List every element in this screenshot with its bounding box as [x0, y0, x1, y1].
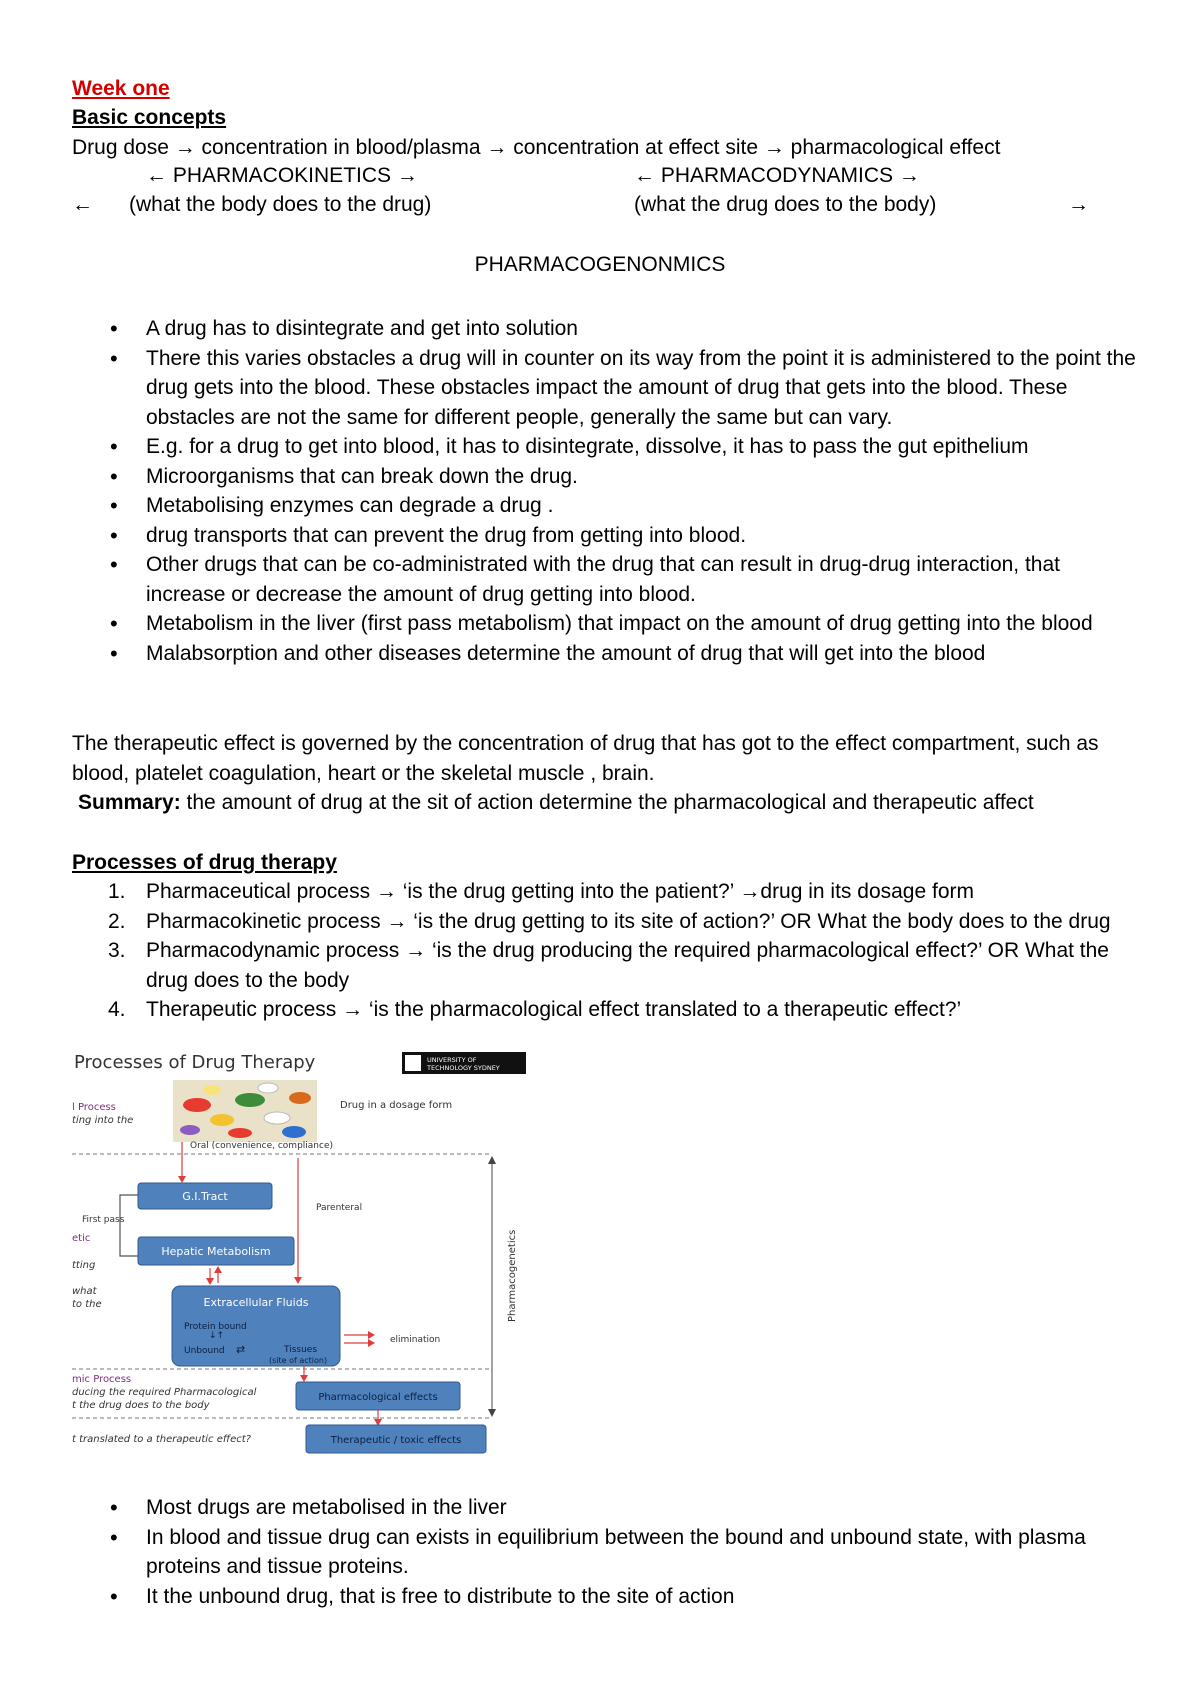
list-item: • E.g. for a drug to get into blood, it has to disintegrate, dissolve, it has to pass the gut epithelium	[72, 432, 1142, 462]
equilibrium-arrows-icon: ↓↑	[209, 1331, 225, 1341]
pharmacogenetics-label: Pharmacogenetics	[507, 1229, 518, 1322]
arrowhead	[214, 1266, 222, 1273]
list-item	[72, 995, 1152, 1025]
first-pass-bracket	[120, 1195, 138, 1256]
diagram-svg	[72, 1050, 530, 1488]
item-text: Pharmaceutical process → ‘is the drug getting into the patient?’ →drug in its dosage form	[146, 880, 974, 903]
item-text: Pharmacokinetic process → ‘is the drug getting to its site of action?’ OR What the body does to the drug	[146, 909, 1111, 933]
arrowhead	[206, 1278, 214, 1285]
left-label-etic: etic	[72, 1233, 91, 1244]
diagram-title: Processes of Drug Therapy	[74, 1052, 316, 1073]
list-item: • Malabsorption and other diseases determine the amount of drug that will get into the blood	[72, 639, 1142, 669]
arrowhead	[488, 1156, 496, 1164]
arrowhead	[488, 1409, 496, 1417]
summary-text: the amount of drug at the sit of action determine the pharmacological and therapeutic affect	[180, 791, 1034, 814]
gi-tract-label: G.I.Tract	[182, 1190, 228, 1203]
list-item: • In blood and tissue drug can exists in equilibrium between the bound and unbound state, with plasma proteins and tissue proteins.	[72, 1523, 1142, 1582]
item-number: 2.	[108, 909, 126, 933]
pharmacokinetics-desc: (what the body does to the drug)	[129, 193, 432, 216]
arrowhead	[300, 1375, 308, 1382]
left-label-translated: t translated to a therapeutic effect?	[72, 1434, 251, 1445]
ecf-label: Extracellular Fluids	[203, 1296, 309, 1309]
protein-bound-label: Protein bound	[184, 1322, 247, 1332]
item-number: 3.	[108, 939, 126, 962]
uts-logo-mark	[405, 1055, 421, 1071]
logo-line2: TECHNOLOGY SYDNEY	[427, 1064, 500, 1072]
hepatic-label: Hepatic Metabolism	[161, 1245, 271, 1258]
item-number: 4.	[108, 998, 126, 1021]
list-item	[72, 877, 1152, 907]
exchange-arrows-icon: ⇄	[236, 1343, 246, 1356]
week-heading: Week one	[72, 77, 170, 100]
list-item: • Other drugs that can be co-administrated with the drug that can result in drug-drug interaction, that increase or decrease the amount of drug getting into blood.	[72, 550, 1142, 609]
list-item: • Most drugs are metabolised in the liver	[72, 1493, 1142, 1523]
left-label-getting: ting into the	[72, 1115, 134, 1126]
flow-line: Drug dose → concentration in blood/plasma → concentration at effect site → pharmacological effect	[72, 136, 1001, 159]
left-label-drug-does: t the drug does to the body	[72, 1400, 210, 1411]
arrowhead	[368, 1331, 375, 1339]
list-item: • It the unbound drug, that is free to distribute to the site of action	[72, 1582, 1142, 1612]
list-item	[72, 936, 1152, 995]
oral-label: Oral (convenience, compliance)	[190, 1141, 333, 1151]
item-text: Pharmacodynamic process → ‘is the drug producing the required pharmacological effect?’ OR What the drug does to the body	[146, 939, 1109, 992]
therapeutic-paragraph: The therapeutic effect is governed by the concentration of drug that has got to the effect compartment, such as blood, platelet coagulation, heart or the skeletal muscle , brain.	[72, 732, 1099, 785]
ther-effects-label: Therapeutic / toxic effects	[330, 1435, 462, 1446]
logo-line1: UNIVERSITY OF	[427, 1056, 477, 1064]
list-item: • Metabolism in the liver (first pass metabolism) that impact on the amount of drug getting into the blood	[72, 609, 1142, 639]
arrowhead	[178, 1176, 186, 1183]
list-item: • Microorganisms that can break down the drug.	[72, 462, 1142, 492]
list-item: • A drug has to disintegrate and get into solution	[72, 314, 1142, 344]
right-arrow: →	[1068, 193, 1089, 216]
left-label-tting: tting	[72, 1260, 96, 1271]
unbound-label: Unbound	[184, 1346, 225, 1356]
item-text: Therapeutic process → ‘is the pharmacological effect translated to a therapeutic effect?’	[146, 998, 962, 1021]
summary-label: Summary:	[78, 791, 181, 814]
summary-paragraph	[78, 788, 1158, 818]
left-label-to-the: to the	[72, 1299, 102, 1310]
arrowhead	[368, 1339, 375, 1347]
left-label-producing: ducing the required Pharmacological	[72, 1387, 257, 1398]
list-item: • There this varies obstacles a drug will in counter on its way from the point it is administered to the point the drug gets into the blood. These obstacles impact the amount of drug that gets into the blood. These obstacles are not the same for different people, generally the same but can vary.	[72, 344, 1142, 433]
section-heading: Basic concepts	[72, 106, 227, 129]
pharmacodynamics-label: ← PHARMACODYNAMICS →	[634, 164, 920, 187]
parenteral-label: Parenteral	[316, 1203, 363, 1213]
list-item: • drug transports that can prevent the drug from getting into blood.	[72, 521, 1142, 551]
pharmacogenomics-label: PHARMACOGENONMICS	[474, 253, 726, 276]
processes-heading: Processes of drug therapy	[72, 851, 337, 874]
left-label-process: l Process	[72, 1102, 116, 1113]
list-item: • Metabolising enzymes can degrade a drug .	[72, 491, 1142, 521]
dosage-form-label: Drug in a dosage form	[340, 1100, 453, 1111]
pharmacokinetics-label: ← PHARMACOKINETICS →	[146, 164, 418, 187]
bullet-list-obstacles	[72, 314, 1142, 668]
left-arrow: ←	[72, 193, 93, 216]
list-item	[72, 907, 1152, 937]
item-number: 1.	[108, 880, 126, 903]
elimination-label: elimination	[390, 1335, 441, 1345]
site-of-action-label: (site of action)	[269, 1356, 328, 1365]
tissues-label: Tissues	[284, 1345, 318, 1355]
pills-image	[173, 1080, 317, 1142]
processes-list	[72, 877, 1152, 1025]
bullet-list-distribution	[72, 1493, 1142, 1611]
first-pass-label: First pass	[82, 1215, 125, 1225]
left-label-what: what	[72, 1286, 97, 1297]
drug-therapy-diagram	[72, 1050, 530, 1488]
arrowhead	[294, 1277, 302, 1284]
pharm-effects-label: Pharmacological effects	[318, 1392, 438, 1403]
pharmacodynamics-desc: (what the drug does to the body)	[634, 193, 937, 216]
left-label-mic-process: mic Process	[72, 1374, 132, 1385]
